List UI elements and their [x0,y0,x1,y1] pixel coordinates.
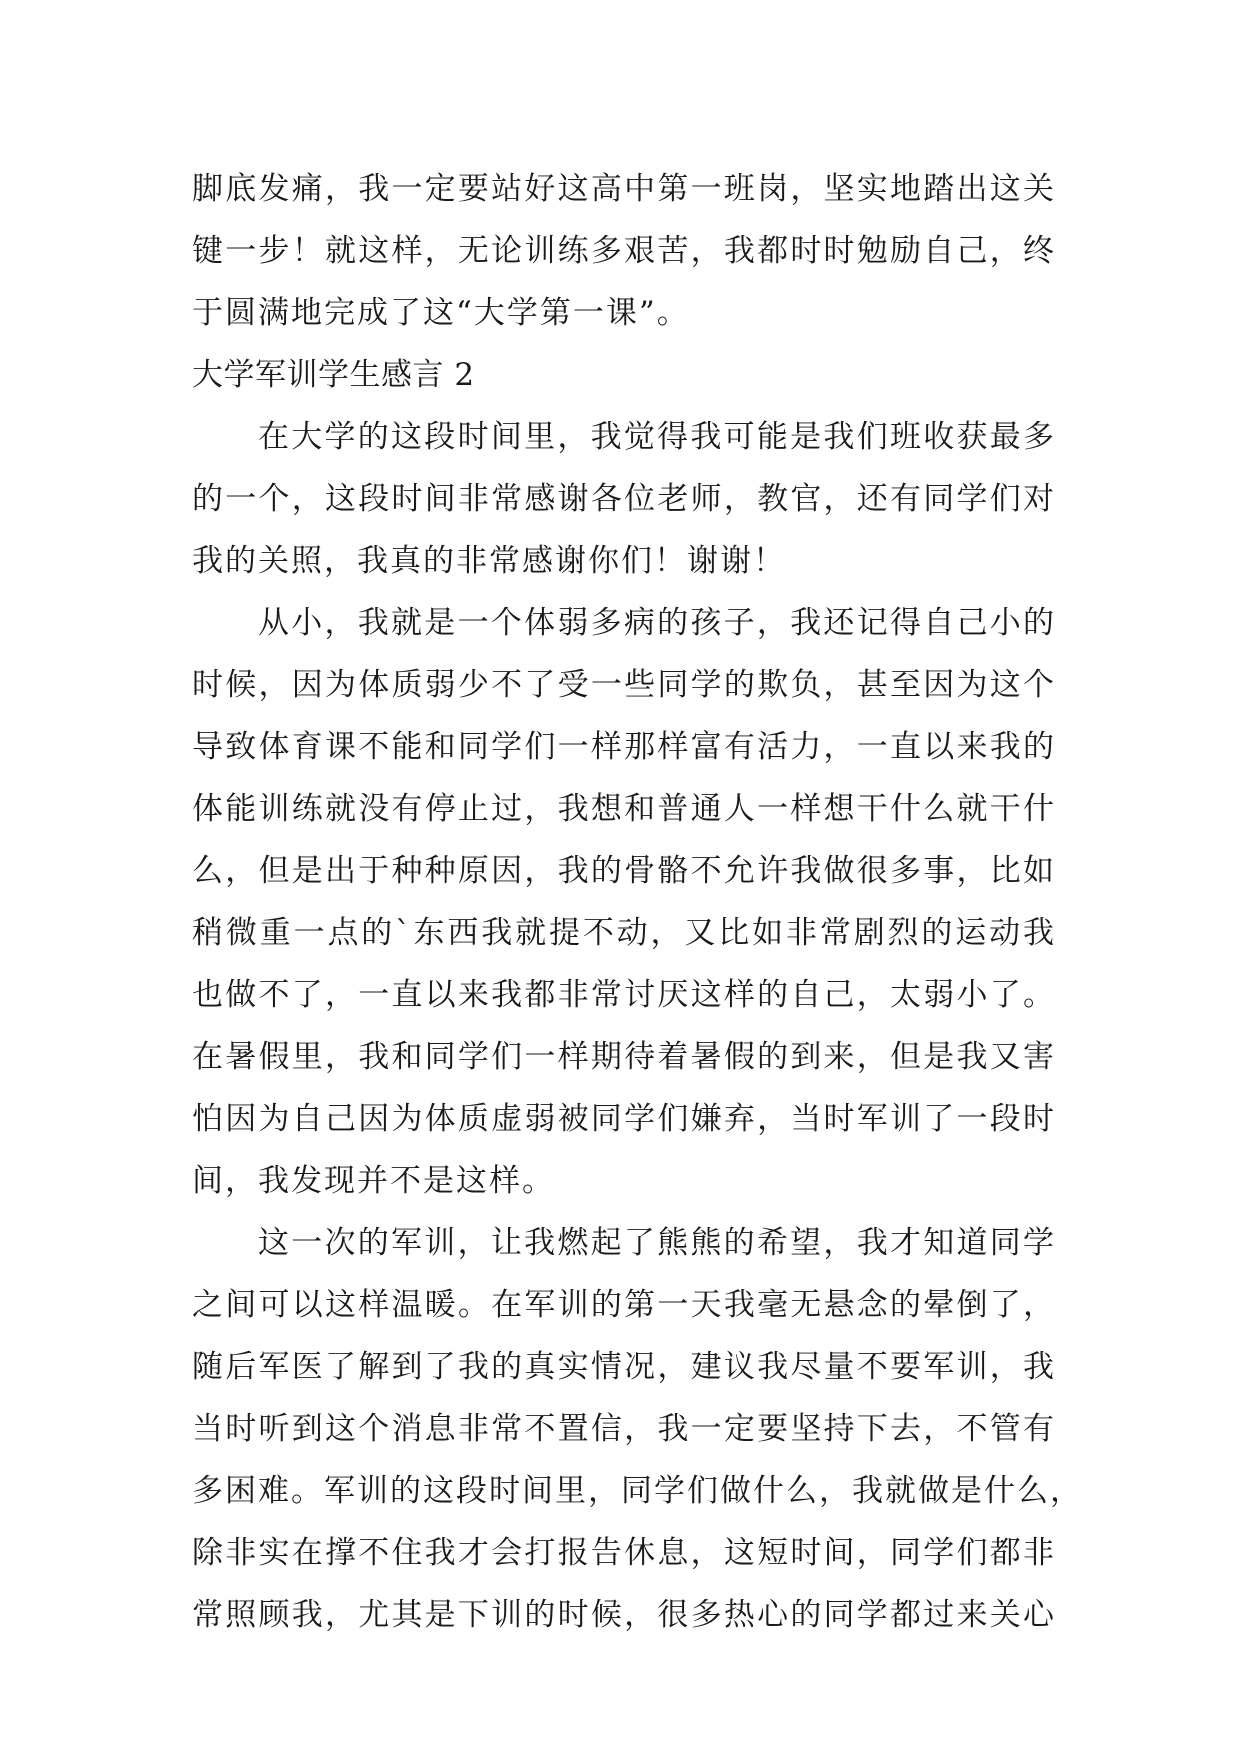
text-line: 的一个，这段时间非常感谢各位老师，教官，还有同学们对 [192,481,1056,517]
text-line: 于圆满地完成了这“大学第一课”。 [192,295,690,331]
text-line: 稍微重一点的`东西我就提不动，又比如非常剧烈的运动我 [192,915,1056,951]
paragraph-thanks [192,406,1056,592]
text-line: 导致体育课不能和同学们一样那样富有活力，一直以来我的 [192,729,1056,765]
text-line: 时候，因为体质弱少不了受一些同学的欺负，甚至因为这个 [192,667,1056,703]
paragraph-continuation [192,158,1056,344]
paragraph-childhood [192,592,1056,1212]
text-line: 体能训练就没有停止过，我想和普通人一样想干什么就干什 [192,791,1056,827]
text-line: 这一次的军训，让我燃起了熊熊的希望，我才知道同学 [258,1225,1056,1261]
text-line: 随后军医了解到了我的真实情况，建议我尽量不要军训，我 [192,1349,1056,1385]
text-line: 么，但是出于种种原因，我的骨骼不允许我做很多事，比如 [192,853,1056,889]
paragraph-training [192,1212,1083,1646]
text-line: 间，我发现并不是这样。 [192,1163,555,1199]
text-line: 也做不了，一直以来我都非常讨厌这样的自己，太弱小了。 [192,977,1056,1013]
text-line: 多困难。军训的这段时间里，同学们做什么，我就做是什么， [192,1473,1083,1509]
text-line: 怕因为自己因为体质虚弱被同学们嫌弃，当时军训了一段时 [192,1101,1056,1137]
text-line: 常照顾我，尤其是下训的时候，很多热心的同学都过来关心 [192,1597,1056,1633]
text-line: 脚底发痛，我一定要站好这高中第一班岗，坚实地踏出这关 [192,171,1056,207]
text-line: 当时听到这个消息非常不置信，我一定要坚持下去，不管有 [192,1411,1056,1447]
text-line: 我的关照，我真的非常感谢你们！谢谢！ [192,543,786,579]
text-line: 键一步！就这样，无论训练多艰苦，我都时时勉励自己，终 [192,233,1056,269]
document-body [192,158,1083,1646]
section-heading: 大学军训学生感言 2 [192,357,475,393]
text-line: 在大学的这段时间里，我觉得我可能是我们班收获最多 [258,419,1056,455]
text-line: 之间可以这样温暖。在军训的第一天我毫无悬念的晕倒了， [192,1287,1056,1323]
text-line: 除非实在撑不住我才会打报告休息，这短时间，同学们都非 [192,1535,1056,1571]
text-line: 在暑假里，我和同学们一样期待着暑假的到来，但是我又害 [192,1039,1056,1075]
text-line: 从小，我就是一个体弱多病的孩子，我还记得自己小的 [258,605,1056,641]
